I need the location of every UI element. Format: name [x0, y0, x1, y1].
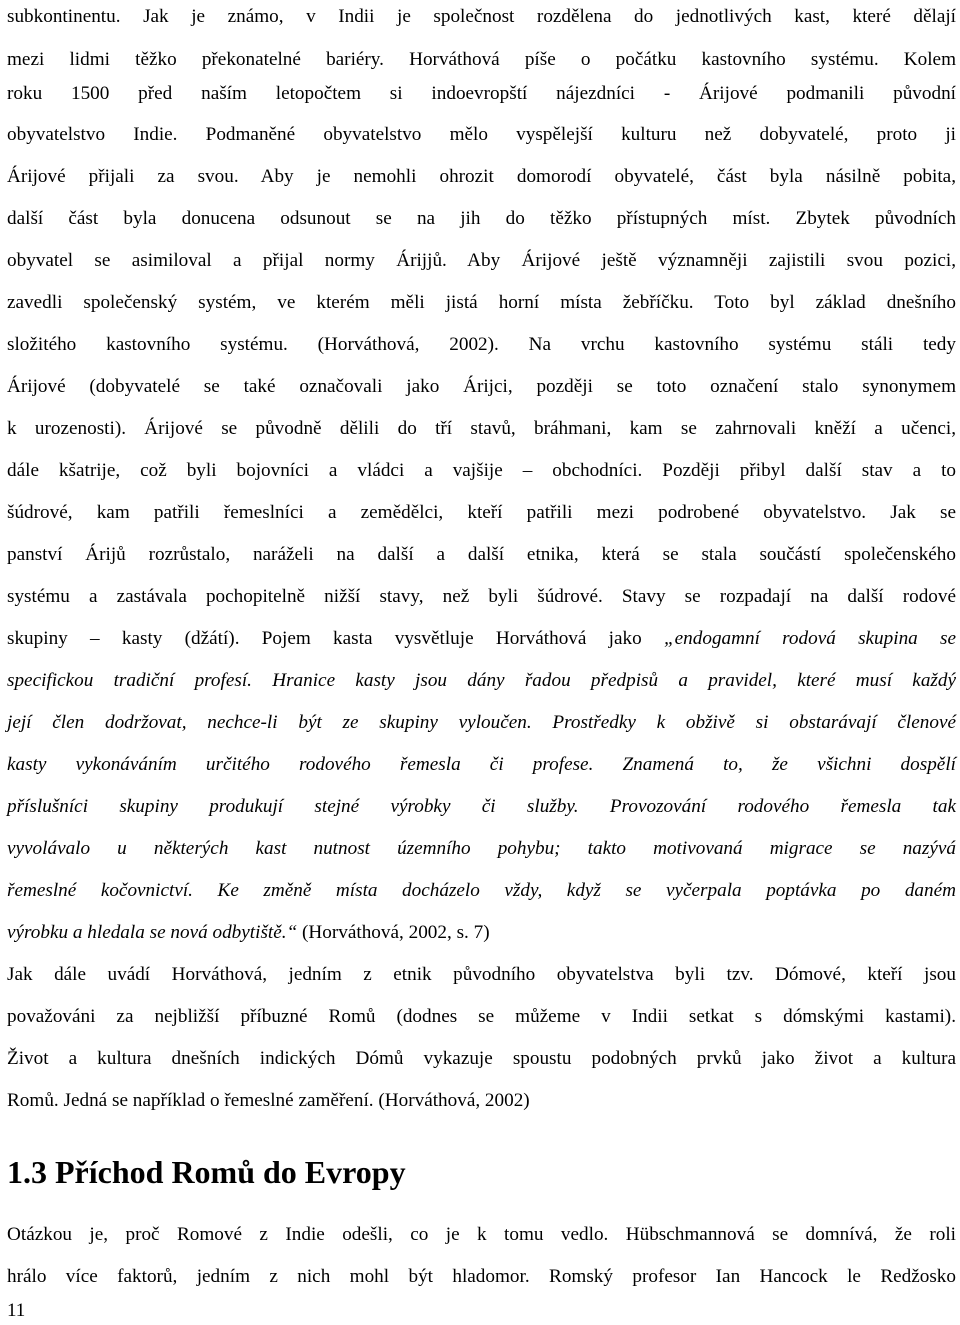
quote-line: [7, 876, 956, 906]
text-line-mixed: [7, 918, 956, 948]
quote-run: specifickou tradiční profesí. Hranice kasty jsou dány řadou předpisů a pravidel, které musí každý: [7, 670, 956, 691]
text-line: šúdrové, kam patřili řemeslníci a zemědělci, kteří patřili mezi podrobené obyvatelstvo. Jak se: [7, 502, 956, 523]
text-line: hrálo více faktorů, jedním z nich mohl být hladomor. Romský profesor Ian Hancock le Redžosko: [7, 1266, 956, 1287]
page-number: 11: [7, 1300, 26, 1321]
quote-line: [7, 666, 956, 696]
text-line: Otázkou je, proč Romové z Indie odešli, co je k tomu vedlo. Hübschmannová se domnívá, že roli: [7, 1224, 956, 1245]
text-line: Árijové přijali za svou. Aby je nemohli ohrozit domorodí obyvatelé, část byla násilně pobita,: [7, 166, 956, 187]
text-line: Árijové (dobyvatelé se také označovali jako Árijci, později se toto označení stalo synonymem: [7, 376, 956, 397]
text-line: panství Árijů rozrůstalo, naráželi na další a další etnika, která se stala součástí společenského: [7, 544, 956, 565]
text-line-mixed: [7, 624, 956, 654]
text-line: k urozenosti). Árijové se původně dělili do tří stavů, bráhmani, kam se zahrnovali kněží a učenci,: [7, 418, 956, 439]
quote-run: výrobku a hledala se nová odbytiště.“: [7, 922, 298, 943]
quote-run: řemeslné kočovnictví. Ke změně místa docházelo vždy, když se vyčerpala poptávka po daném: [7, 880, 956, 901]
text-line: roku 1500 před naším letopočtem si indoevropští nájezdníci - Árijové podmanili původní: [7, 83, 956, 104]
quote-run: „endogamní rodová skupina se: [663, 628, 956, 649]
text-run: skupiny – kasty (džátí). Pojem kasta vysvětluje Horváthová jako: [7, 628, 664, 649]
text-line: považováni za nejbližší příbuzné Romů (dodnes se můžeme v Indii setkat s dómskými kastami).: [7, 1006, 956, 1027]
quote-run: vyvolávalo u některých kast nutnost územního pohybu; takto motivovaná migrace se nazývá: [7, 838, 956, 859]
text-line: Romů. Jedná se například o řemeslné zaměření. (Horváthová, 2002): [7, 1090, 530, 1111]
quote-run: její člen dodržovat, nechce-li být ze skupiny vyloučen. Prostředky k obživě si obstarávají členové: [7, 712, 956, 733]
section-heading: 1.3 Příchod Romů do Evropy: [7, 1154, 406, 1190]
text-line: mezi lidmi těžko překonatelné bariéry. Horváthová píše o počátku kastovního systému. Kolem: [7, 49, 956, 70]
text-line: systému a zastávala pochopitelně nižší stavy, než byli šúdrové. Stavy se rozpadají na další rodové: [7, 586, 956, 607]
text-line: dále kšatrije, což byli bojovníci a vládci a vajšije – obchodníci. Později přibyl další stav a to: [7, 460, 956, 481]
text-line: obyvatel se asimiloval a přijal normy Árijjů. Aby Árijové ještě významněji zajistili svou pozici,: [7, 250, 956, 271]
quote-line: [7, 792, 956, 822]
text-line: zavedli společenský systém, ve kterém měli jistá horní místa žebříčku. Toto byl základ dnešního: [7, 292, 956, 313]
text-line: další část byla donucena odsunout se na jih do těžko přístupných míst. Zbytek původních: [7, 208, 956, 229]
quote-line: [7, 750, 956, 780]
text-line: Jak dále uvádí Horváthová, jedním z etnik původního obyvatelstva byli tzv. Dómové, kteří jsou: [7, 964, 956, 985]
quote-run: příslušníci skupiny produkují stejné výrobky či služby. Provozování rodového řemesla tak: [7, 796, 956, 817]
quote-line: [7, 834, 956, 864]
text-line: obyvatelstvo Indie. Podmaněné obyvatelstvo mělo vyspělejší kulturu než dobyvatelé, proto ji: [7, 124, 956, 145]
text-line: Život a kultura dnešních indických Dómů vykazuje spoustu podobných prvků jako život a kultura: [7, 1048, 956, 1069]
citation: (Horváthová, 2002, s. 7): [297, 922, 490, 943]
quote-line: [7, 708, 956, 738]
text-line: složitého kastovního systému. (Horváthová, 2002). Na vrchu kastovního systému stáli tedy: [7, 334, 956, 355]
text-line: subkontinentu. Jak je známo, v Indii je společnost rozdělena do jednotlivých kast, které dělají: [7, 6, 956, 27]
quote-run: kasty vykonáváním určitého rodového řemesla či profese. Znamená to, že všichni dospělí: [7, 754, 956, 775]
